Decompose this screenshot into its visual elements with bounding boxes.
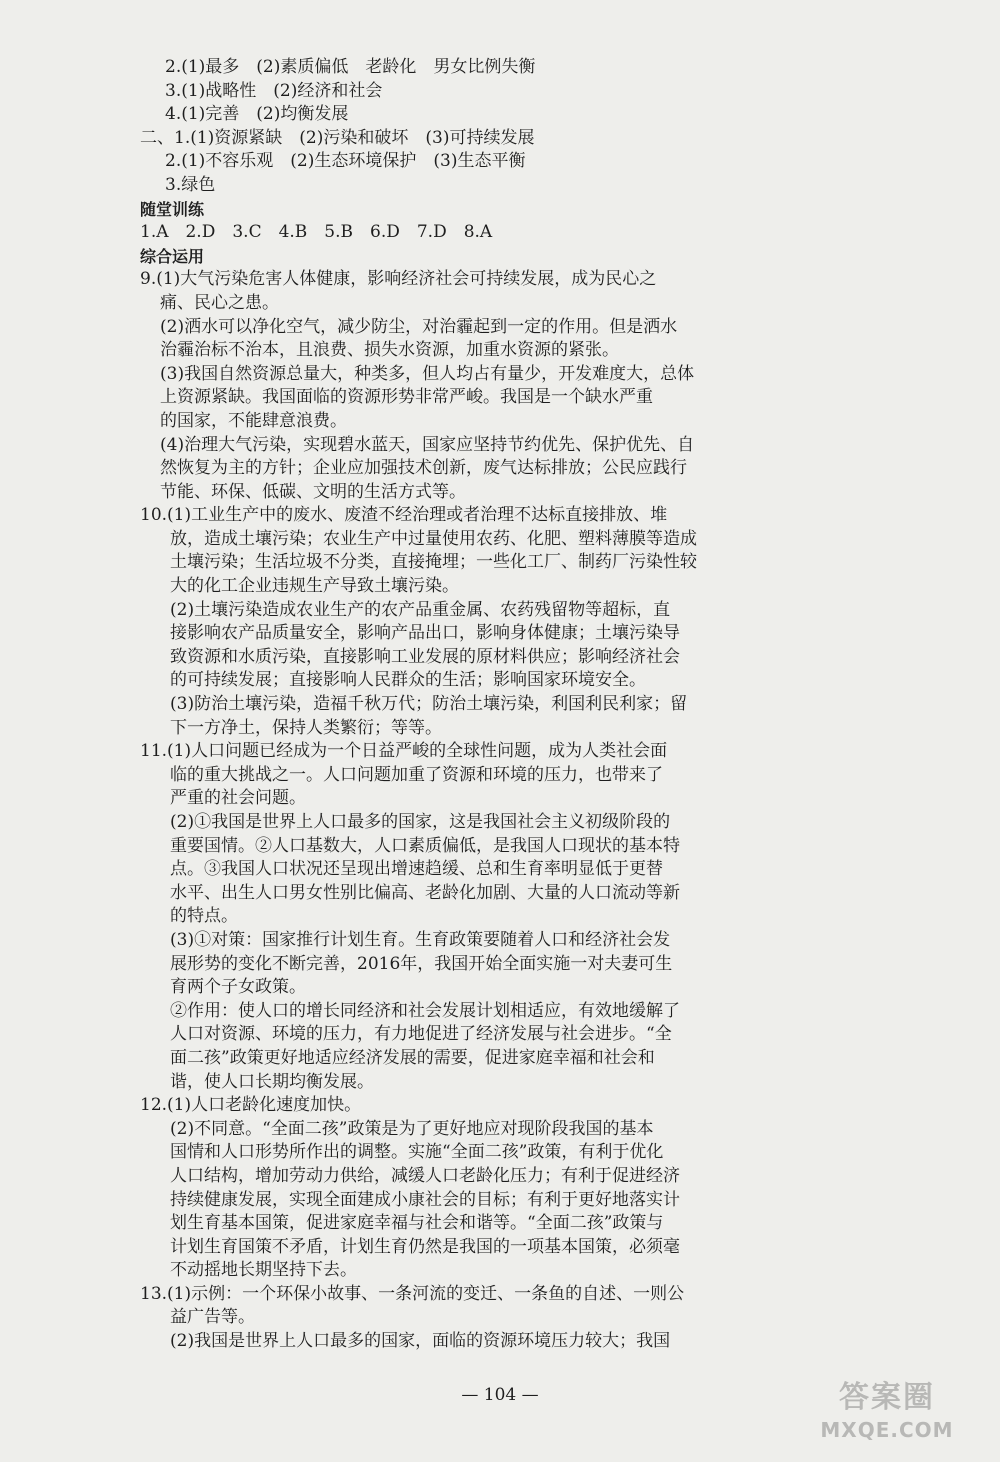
watermark-logo-text: 答案圈 <box>839 1380 935 1415</box>
text-line: 国情和人口形势所作出的调整。实施“全面二孩”政策，有利于优化 <box>170 1142 664 1163</box>
text-line: 接影响农产品质量安全，影响产品出口，影响身体健康；土壤污染导 <box>170 623 680 644</box>
text-line: 持续健康发展，实现全面建成小康社会的目标；有利于更好地落实计 <box>170 1189 680 1210</box>
text-line: 13.(1)示例：一个环保小故事、一条河流的变迁、一条鱼的自述、一则公 <box>140 1283 685 1304</box>
text-line: 上资源紧缺。我国面临的资源形势非常严峻。我国是一个缺水严重 <box>160 387 653 408</box>
text-line: 计划生育国策不矛盾，计划生育仍然是我国的一项基本国策，必须毫 <box>170 1236 680 1257</box>
text-line: (2)我国是世界上人口最多的国家，面临的资源环境压力较大；我国 <box>170 1331 671 1352</box>
text-line: 放，造成土壤污染；农业生产中过量使用农药、化肥、塑料薄膜等造成 <box>170 528 697 549</box>
text-line: 重要国情。②人口基数大，人口素质偏低，是我国人口现状的基本特 <box>170 835 680 856</box>
text-line: 4.(1)完善 (2)均衡发展 <box>165 104 349 125</box>
text-line: 临的重大挑战之一。人口问题加重了资源和环境的压力，也带来了 <box>170 764 663 785</box>
text-line: ②作用：使人口的增长同经济和社会发展计划相适应，有效地缓解了 <box>170 1000 680 1021</box>
text-line: 10.(1)工业生产中的废水、废渣不经治理或者治理不达标直接排放、堆 <box>140 505 668 526</box>
text-line: (3)防治土壤污染，造福千秋万代；防治土壤污染，利国利民利家；留 <box>170 694 688 715</box>
text-line: (4)治理大气污染，实现碧水蓝天，国家应坚持节约优先、保护优先、自 <box>160 434 695 455</box>
text-line: 12.(1)人口老龄化速度加快。 <box>140 1095 362 1116</box>
text-line: 人口对资源、环境的压力，有力地促进了经济发展与社会进步。“全 <box>170 1024 672 1045</box>
text-line: 严重的社会问题。 <box>170 788 306 809</box>
text-line: 划生育基本国策，促进家庭幸福与社会和谐等。“全面二孩”政策与 <box>170 1213 664 1234</box>
text-line: 3.绿色 <box>165 174 216 195</box>
text-line: 益广告等。 <box>170 1307 255 1328</box>
text-line: 谐，使人口长期均衡发展。 <box>170 1071 374 1092</box>
text-line: 土壤污染；生活垃圾不分类，直接掩埋；一些化工厂、制药厂污染性较 <box>170 552 697 573</box>
text-line: (2)①我国是世界上人口最多的国家，这是我国社会主义初级阶段的 <box>170 812 671 832</box>
text-line: 2.(1)最多 (2)素质偏低 老龄化 男女比例失衡 <box>165 57 536 77</box>
watermark-logo <box>792 1378 982 1448</box>
section-heading: 综合运用 <box>140 246 205 266</box>
text-line: 点。③我国人口状况还呈现出增速趋缓、总和生育率明显低于更替 <box>170 859 663 880</box>
answer-text <box>140 56 880 1354</box>
text-line: 9.(1)大气污染危害人体健康，影响经济社会可持续发展，成为民心之 <box>140 269 657 290</box>
text-line: 的可持续发展；直接影响人民群众的生活；影响国家环境安全。 <box>170 670 646 691</box>
text-line: (3)①对策：国家推行计划生育。生育政策要随着人口和经济社会发 <box>170 929 671 950</box>
watermark-url: MXQE.COM <box>820 1418 954 1442</box>
text-line: 3.(1)战略性 (2)经济和社会 <box>165 80 383 101</box>
text-line: 面二孩”政策更好地适应经济发展的需要，促进家庭幸福和社会和 <box>170 1047 655 1068</box>
text-line: 二、1.(1)资源紧缺 (2)污染和破坏 (3)可持续发展 <box>140 127 535 148</box>
text-line: 11.(1)人口问题已经成为一个日益严峻的全球性问题，成为人类社会面 <box>140 741 668 762</box>
text-line: 下一方净土，保持人类繁衍；等等。 <box>170 717 442 738</box>
text-line: 水平、出生人口男女性别比偏高、老龄化加剧、大量的人口流动等新 <box>170 882 680 903</box>
text-line: 节能、环保、低碳、文明的生活方式等。 <box>160 481 466 502</box>
text-line: 痛、民心之患。 <box>160 292 279 313</box>
text-line: 然恢复为主的方针；企业应加强技术创新，废气达标排放；公民应践行 <box>160 458 687 479</box>
text-line: 的国家，不能肆意浪费。 <box>160 410 347 431</box>
text-line: 大的化工企业违规生产导致土壤污染。 <box>170 576 459 597</box>
text-line: 育两个子女政策。 <box>170 977 306 998</box>
text-line: 治霾治标不治本，且浪费、损失水资源，加重水资源的紧张。 <box>160 340 619 361</box>
text-line: (3)我国自然资源总量大，种类多，但人均占有量少，开发难度大，总体 <box>160 363 695 384</box>
text-line: (2)洒水可以净化空气，减少防尘，对治霾起到一定的作用。但是洒水 <box>160 316 678 337</box>
text-line: (2)不同意。“全面二孩”政策是为了更好地应对现阶段我国的基本 <box>170 1118 654 1139</box>
text-line: 不动摇地长期坚持下去。 <box>170 1260 357 1281</box>
page-number: — 104 — <box>461 1385 539 1405</box>
text-line: 展形势的变化不断完善，2016年，我国开始全面实施一对夫妻可生 <box>170 953 673 974</box>
text-line: 的特点。 <box>170 906 238 927</box>
text-line: 人口结构，增加劳动力供给，减缓人口老龄化压力；有利于促进经济 <box>170 1165 680 1186</box>
text-line: 1.A 2.D 3.C 4.B 5.B 6.D 7.D 8.A <box>140 222 493 243</box>
text-line: 2.(1)不容乐观 (2)生态环境保护 (3)生态平衡 <box>165 151 526 172</box>
text-line: (2)土壤污染造成农业生产的农产品重金属、农药残留物等超标，直 <box>170 599 671 620</box>
section-heading: 随堂训练 <box>140 199 205 219</box>
text-line: 致资源和水质污染，直接影响工业发展的原材料供应；影响经济社会 <box>170 646 680 667</box>
